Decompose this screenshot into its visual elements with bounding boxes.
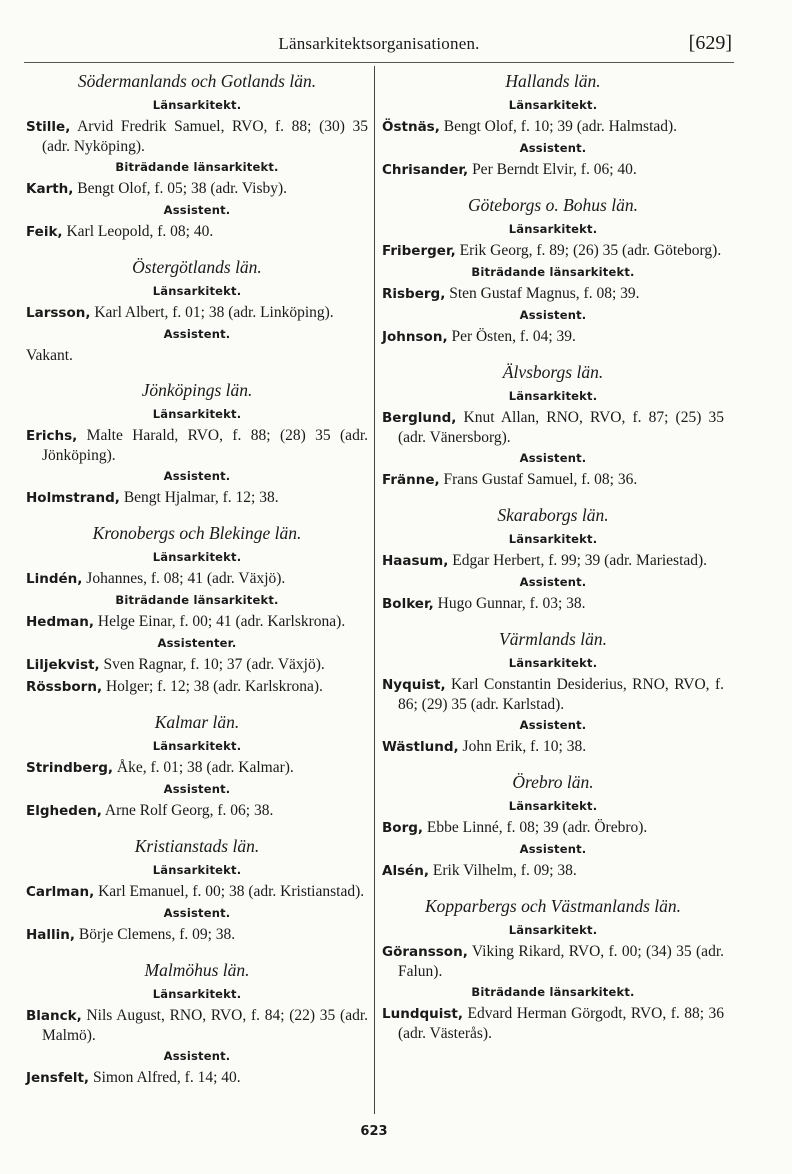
person-details: Hugo Gunnar, f. 03; 38. [437,595,586,612]
person-entry [382,160,724,180]
region-heading: Hallands län. [505,71,601,91]
person-details: Sven Ragnar, f. 10; 37 (adr. Växjö). [103,656,325,673]
person-name: Holmstrand, [26,490,120,506]
role-heading: Länsarkitekt. [152,284,242,298]
role-heading: Länsarkitekt. [508,389,598,403]
role-heading: Länsarkitekt. [152,739,242,753]
person-name: Liljekvist, [26,657,100,673]
person-entry [26,1068,368,1088]
person-entry [26,758,368,778]
person-entry [382,1004,724,1043]
person-name: Östnäs, [382,119,440,135]
person-entry [26,179,368,199]
person-entry [382,241,724,261]
person-details: Bengt Olof, f. 10; 39 (adr. Halmstad). [443,118,678,135]
role-heading: Assistent. [163,327,231,341]
person-entry [26,569,368,589]
role-heading: Assistent. [519,141,587,155]
region-heading: Skaraborgs län. [497,505,609,525]
person-entry [382,284,724,304]
person-details: Bengt Olof, f. 05; 38 (adr. Visby). [77,180,288,197]
role-heading: Länsarkitekt. [508,532,598,546]
person-entry [26,655,368,675]
role-heading: Assistenter. [157,636,237,650]
role-heading: Länsarkitekt. [152,863,242,877]
person-details: Simon Alfred, f. 14; 40. [92,1069,241,1086]
person-details: Sten Gustaf Magnus, f. 08; 39. [449,285,640,302]
person-entry [382,861,724,881]
role-heading: Länsarkitekt. [508,98,598,112]
person-entry [26,426,368,465]
person-details: Edvard Herman Görgodt, RVO, f. 88; 36 (adr. Västerås). [398,1005,725,1042]
person-details: Karl Albert, f. 01; 38 (adr. Linköping). [94,304,334,321]
person-details: Viking Rikard, RVO, f. 00; (34) 35 (adr. Falun). [398,943,724,980]
person-entry [26,925,368,945]
header-rule [24,62,734,63]
region-heading: Värmlands län. [499,629,607,649]
person-details: John Erik, f. 10; 38. [462,738,587,755]
person-details: Per Östen, f. 04; 39. [451,328,576,345]
person-entry [26,677,368,697]
person-name: Karth, [26,181,74,197]
person-name: Lundquist, [382,1006,464,1022]
person-entry [382,737,724,757]
person-entry [382,470,724,490]
region-heading: Jönköpings län. [141,380,253,400]
person-name: Blanck, [26,1008,82,1024]
person-details: Holger; f. 12; 38 (adr. Karlskrona). [105,678,323,695]
person-name: Berglund, [382,410,457,426]
role-heading: Länsarkitekt. [508,656,598,670]
person-details: Johannes, f. 08; 41 (adr. Växjö). [86,570,286,587]
role-heading: Biträdande länsarkitekt. [471,985,635,999]
left-column [26,70,368,1090]
region-heading: Malmöhus län. [144,960,250,980]
role-heading: Länsarkitekt. [152,550,242,564]
person-name: Chrisander, [382,162,469,178]
column-divider [374,66,375,1114]
person-name: Risberg, [382,286,446,302]
person-details: Erik Georg, f. 89; (26) 35 (adr. Göteborg). [459,242,722,259]
region-heading: Kristianstads län. [134,836,260,856]
person-name: Lindén, [26,571,83,587]
role-heading: Biträdande länsarkitekt. [115,160,279,174]
person-entry [382,327,724,347]
region-heading: Kalmar län. [154,712,240,732]
person-name: Nyquist, [382,677,446,693]
role-heading: Länsarkitekt. [152,98,242,112]
role-heading: Assistent. [163,469,231,483]
person-entry [26,612,368,632]
region-heading: Kronobergs och Blekinge län. [92,523,302,543]
role-heading: Assistent. [163,203,231,217]
person-name: Rössborn, [26,679,103,695]
right-column [382,70,724,1045]
person-details: Erik Vilhelm, f. 09; 38. [432,862,577,879]
person-name: Larsson, [26,305,91,321]
person-name: Strindberg, [26,760,114,776]
role-heading: Länsarkitekt. [152,987,242,1001]
person-name: Borg, [382,820,424,836]
region-heading: Örebro län. [512,772,594,792]
person-name: Hedman, [26,614,95,630]
person-entry [382,594,724,614]
region-heading: Kopparbergs och Västmanlands län. [424,896,682,916]
person-details: Edgar Herbert, f. 99; 39 (adr. Mariestad). [452,552,708,569]
person-name: Friberger, [382,243,456,259]
role-heading: Assistent. [163,1049,231,1063]
region-heading: Älvsborgs län. [502,362,604,382]
person-entry [26,303,368,323]
region-heading: Östergötlands län. [132,257,262,277]
person-name: Haasum, [382,553,449,569]
role-heading: Länsarkitekt. [508,799,598,813]
person-name: Göransson, [382,944,468,960]
person-details: Frans Gustaf Samuel, f. 08; 36. [443,471,638,488]
person-name: Alsén, [382,863,430,879]
person-details: Arne Rolf Georg, f. 06; 38. [104,802,274,819]
role-heading: Länsarkitekt. [152,407,242,421]
person-details: Ebbe Linné, f. 08; 39 (adr. Örebro). [426,819,648,836]
person-name: Johnson, [382,329,448,345]
person-details: Åke, f. 01; 38 (adr. Kalmar). [116,759,294,776]
person-name: Hallin, [26,927,76,943]
person-entry [382,551,724,571]
page-folio: 623 [360,1124,388,1139]
person-entry [382,942,724,981]
person-name: Bolker, [382,596,434,612]
role-heading: Assistent. [163,782,231,796]
person-entry [26,488,368,508]
page-header [24,34,734,58]
person-name: Stille, [26,119,71,135]
person-details: Karl Emanuel, f. 00; 38 (adr. Kristianstad). [98,883,365,900]
role-heading: Biträdande länsarkitekt. [115,593,279,607]
region-heading: Göteborgs o. Bohus län. [468,195,638,215]
person-name: Wästlund, [382,739,459,755]
person-entry [382,408,724,447]
person-details: Arvid Fredrik Samuel, RVO, f. 88; (30) 35 (adr. Nyköping). [42,118,368,155]
person-entry [26,1006,368,1045]
role-heading: Assistent. [163,906,231,920]
person-details: Malte Harald, RVO, f. 88; (28) 35 (adr. Jönköping). [42,427,368,464]
role-heading: Assistent. [519,842,587,856]
person-name: Fränne, [382,472,440,488]
person-details: Bengt Hjalmar, f. 12; 38. [123,489,279,506]
role-heading: Biträdande länsarkitekt. [471,265,635,279]
role-heading: Assistent. [519,451,587,465]
page-number: [629] [688,32,732,54]
person-entry [382,117,724,137]
person-name: Elgheden, [26,803,102,819]
person-details: Helge Einar, f. 00; 41 (adr. Karlskrona). [97,613,346,630]
page-title: Länsarkitektsorganisationen. [278,34,480,53]
person-entry [26,346,368,365]
person-details: Karl Constantin Desiderius, RNO, RVO, f. 86; (29) 35 (adr. Karlstad). [398,676,725,713]
person-name: Erichs, [26,428,78,444]
person-details: Börje Clemens, f. 09; 38. [78,926,236,943]
person-name: Jensfelt, [26,1070,90,1086]
person-name: Carlman, [26,884,95,900]
role-heading: Assistent. [519,308,587,322]
person-details: Per Berndt Elvir, f. 06; 40. [472,161,637,178]
person-entry [382,675,724,714]
person-details: Karl Leopold, f. 08; 40. [66,223,214,240]
role-heading: Assistent. [519,575,587,589]
person-entry [26,117,368,156]
role-heading: Länsarkitekt. [508,923,598,937]
person-entry [26,882,368,902]
person-entry [382,818,724,838]
person-entry [26,222,368,242]
person-details: Knut Allan, RNO, RVO, f. 87; (25) 35 (adr. Vänersborg). [398,409,724,446]
person-details: Vakant. [26,347,73,364]
role-heading: Länsarkitekt. [508,222,598,236]
region-heading: Södermanlands och Gotlands län. [77,71,317,91]
person-name: Feik, [26,224,63,240]
role-heading: Assistent. [519,718,587,732]
person-entry [26,801,368,821]
person-details: Nils August, RNO, RVO, f. 84; (22) 35 (adr. Malmö). [42,1007,369,1044]
